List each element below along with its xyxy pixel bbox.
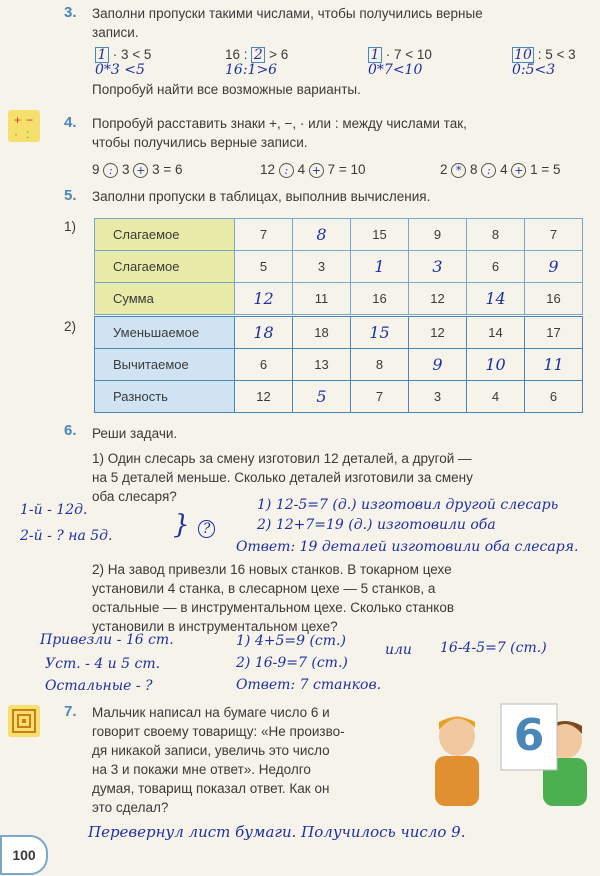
printed-value: 17 [546,325,561,340]
table-cell [351,349,409,381]
handwritten-value: 9 [548,257,559,276]
table-cell [467,317,525,349]
table1-label: 1) [64,219,77,234]
table-cell [293,219,351,251]
table-cell [467,251,525,283]
task3-expr-3: 1 · 7 < 10 [368,45,432,64]
handwritten-value: 15 [369,323,390,342]
handwritten-value: 12 [253,289,274,308]
task3-text: записи. [92,25,139,40]
problem2-solution: 1) 4+5=9 (ст.) [236,633,346,649]
problem1-text: оба слесаря? [92,489,177,504]
printed-value: 12 [256,389,271,404]
handwritten-value: 8 [316,225,327,244]
task3-text: Попробуй найти все возможные варианты. [92,82,361,97]
task4-eq-1: 9 : 3 + 3 = 6 [92,162,183,177]
printed-value: 7 [259,227,268,242]
problem2-note: Уст. - 4 и 5 ст. [45,656,161,672]
problem2-solution: 2) 16-9=7 (ст.) [236,655,348,671]
handwritten-value: 9 [432,355,443,374]
table-cell [293,349,351,381]
problem1-note: 1-й - 12д. [20,502,88,518]
table-cell [351,317,409,349]
printed-value: 11 [314,291,329,306]
table2-label: 2) [64,319,77,334]
number-card: 6 [513,710,545,761]
problem1-answer: Ответ: 19 деталей изготовили оба слесаря. [236,539,579,555]
table-cell [351,219,409,251]
svg-text:+: + [14,113,22,127]
table-cell [525,283,583,315]
addition-table [94,218,583,315]
task7-text: думая, товарищ показал ответ. Как он [92,781,330,796]
task3-text: Заполни пропуски такими числами, чтобы получились верные [92,6,483,21]
table-cell [351,381,409,413]
task3-expr-4: 10 : 5 < 3 [512,45,576,64]
problem1-note: 2-й - ? на 5д. [20,528,113,544]
task5-number: 5. [64,187,77,204]
task3-expr-2: 16 : 2 > 6 [225,47,289,63]
table-row [95,317,583,349]
problem2-text: установили 4 станка, в слесарном цехе — 5 станков, а [92,581,436,596]
printed-value: 12 [430,325,445,340]
table-cell [409,381,467,413]
task4-eq-2: 12 : 4 + 7 = 10 [260,162,366,177]
row-header: Сумма [95,283,235,315]
table-row [95,381,583,413]
problem2-answer: Ответ: 7 станков. [236,677,382,693]
table-cell [293,317,351,349]
printed-value: 7 [549,227,558,242]
problem1-text: 1) Один слесарь за смену изготовил 12 деталей, а другой — [92,451,472,466]
row-header: Слагаемое [95,219,235,251]
task7-answer: Перевернул лист бумаги. Получилось число 9. [88,823,466,841]
printed-value: 9 [433,227,442,242]
row-header: Разность [95,381,235,413]
problem1-solution: 2) 12+7=19 (д.) изготовили оба [257,517,496,533]
problem2-text: установили в инструментальном цехе? [92,619,338,634]
table-cell [235,317,293,349]
brace-mark: } ? [173,510,215,540]
table-cell [351,251,409,283]
table-row [95,219,583,251]
problem2-or: или [385,642,412,658]
table-cell [293,381,351,413]
printed-value: 7 [375,389,384,404]
task3-answer-1: 0*3 <5 [95,62,145,78]
task7-text: на 3 и покажи мне ответ». Недолго [92,762,311,777]
task4-text: Попробуй расставить знаки +, −, · или : между числами так, [92,116,467,131]
table-cell [525,219,583,251]
task7-text: дя никакой записи, увеличь это число [92,743,330,758]
printed-value: 6 [549,389,558,404]
table-cell [293,251,351,283]
table-cell [409,251,467,283]
table-row [95,251,583,283]
spiral-icon [8,705,40,737]
printed-value: 8 [375,357,384,372]
task7-number: 7. [64,703,77,720]
table-cell [409,283,467,315]
operations-icon [8,110,40,142]
problem2-note: Остальные - ? [45,678,153,694]
table-cell [467,381,525,413]
problem2-alt-solution: 16-4-5=7 (ст.) [440,640,547,656]
table-cell [235,219,293,251]
table-cell [235,381,293,413]
task7-text: Мальчик написал на бумаге число 6 и [92,705,330,720]
table-cell [409,349,467,381]
task5-text: Заполни пропуски в таблицах, выполнив вычисления. [92,189,431,204]
problem1-text: на 5 деталей меньше. Сколько деталей изготовили за смену [92,470,473,485]
svg-text:−: − [26,113,34,127]
task3-answer-4: 0:5<3 [512,62,556,78]
subtraction-table [94,316,583,413]
handwritten-value: 18 [253,323,274,342]
printed-value: 4 [491,389,500,404]
task4-eq-3: 2 * 8 : 4 + 1 = 5 [440,162,561,177]
printed-value: 6 [491,259,500,274]
task6-title: Реши задачи. [92,426,178,441]
table-row [95,283,583,315]
table-cell [409,219,467,251]
printed-value: 15 [372,227,387,242]
row-header: Вычитаемое [95,349,235,381]
svg-text:·: · [14,127,18,141]
table-cell [525,317,583,349]
handwritten-value: 3 [432,257,443,276]
task7-text: это сделал? [92,800,169,815]
printed-value: 12 [430,291,445,306]
table-cell [525,349,583,381]
problem1-solution: 1) 12-5=7 (д.) изготовил другой слесарь [257,497,559,513]
printed-value: 14 [488,325,503,340]
table-cell [467,349,525,381]
table-cell [467,219,525,251]
handwritten-value: 5 [316,387,327,406]
table-cell [293,283,351,315]
table-row [95,349,583,381]
row-header: Уменьшаемое [95,317,235,349]
problem2-text: остальные — в инструментальном цехе. Сколько станков [92,600,455,615]
table-cell [235,283,293,315]
problem2-text: 2) На завод привезли 16 новых станков. В токарном цехе [92,562,452,577]
table-cell [235,251,293,283]
handwritten-value: 14 [485,289,506,308]
task6-number: 6. [64,422,77,439]
svg-text::: : [26,127,30,141]
table-cell [351,283,409,315]
task3-expr-1: 1 · 3 < 5 [95,45,151,64]
task3-number: 3. [64,4,77,21]
handwritten-value: 10 [485,355,506,374]
page-number: 100 [0,835,48,875]
task7-text: говорит своему товарищу: «Не произво- [92,724,345,739]
row-header: Слагаемое [95,251,235,283]
task3-answer-2: 16:1>6 [225,62,278,78]
printed-value: 16 [546,291,561,306]
handwritten-value: 11 [543,355,564,374]
printed-value: 13 [314,357,329,372]
table-cell [467,283,525,315]
printed-value: 5 [259,259,268,274]
table-cell [525,381,583,413]
problem2-note: Привезли - 16 ст. [40,632,174,648]
table-cell [525,251,583,283]
printed-value: 3 [317,259,326,274]
printed-value: 18 [314,325,329,340]
printed-value: 8 [491,227,500,242]
printed-value: 3 [433,389,442,404]
table-cell [409,317,467,349]
printed-value: 6 [259,357,268,372]
printed-value: 16 [372,291,387,306]
table-cell [235,349,293,381]
task3-answer-3: 0*7<10 [368,62,423,78]
task4-number: 4. [64,114,77,131]
task4-text: чтобы получились верные записи. [92,135,308,150]
handwritten-value: 1 [374,257,385,276]
